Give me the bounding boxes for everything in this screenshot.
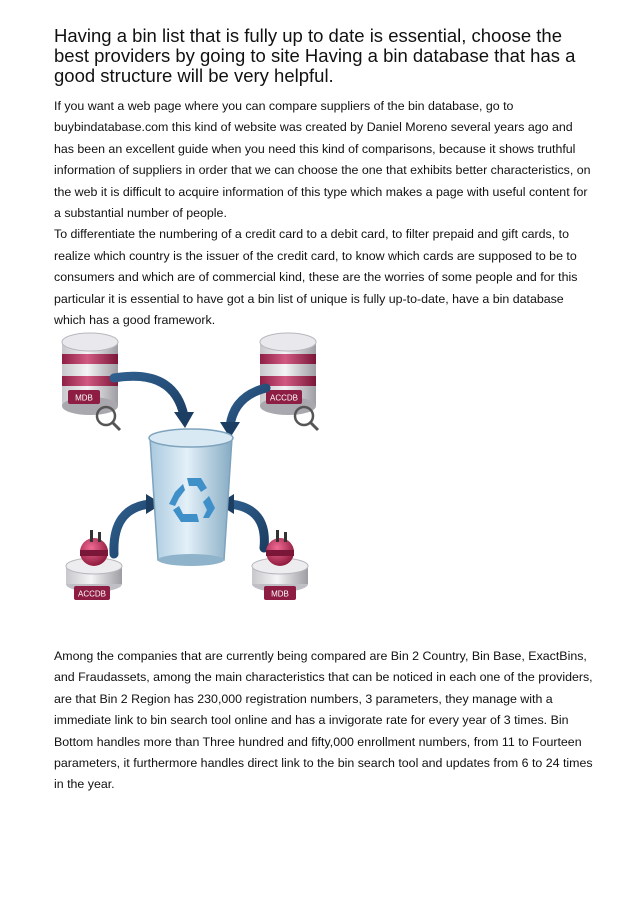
paragraph-3: Among the companies that are currently being compared are Bin 2 Country, Bin Base, ExactBins, and Fraudassets, among the main characteristics that can be noticed in each one of the providers, are that Bin 2 Region has 230,000 registration numbers, 3 parameters, they manage with a immediate link to bin search tool online and has a invigorate rate for every year of 3 times. Bin Bottom handles more than Three hundred and fifty,000 enrollment numbers, from 11 to Fourteen parameters, it furthermore handles direct link to the bin search tool and updates from 6 to 24 times in the year. — [54, 649, 593, 792]
paragraph-1: If you want a web page where you can compare suppliers of the bin database, go to buybindatabase.com this kind of website was created by Daniel Moreno several years ago and has been an excellent guide when you need this kind of comparisons, because it shows truthful information of suppliers in order that we can choose the one that exhibits better characteristics, on the web it is difficult to acquire information of this type which makes a page with useful content for a substantial number of people. — [54, 99, 591, 221]
label-mdb-bottom: MDB — [271, 589, 289, 599]
arrow-top-left — [114, 376, 184, 416]
paragraph-2: To differentiate the numbering of a credit card to a debit card, to filter prepaid and gift cards, to realize which country is the issuer of the credit card, to know which cards are supposed to be to consumers and which are of commercial kind, these are the worries of some people and for this particular it is essential to have got a bin list of unique is fully up-to-date, have a bin database which has a good framework. — [54, 227, 578, 328]
label-accdb-top: ACCDB — [269, 393, 299, 403]
document-page — [54, 26, 594, 331]
label-mdb-top: MDB — [75, 393, 93, 403]
arrow-bottom-right — [230, 504, 264, 548]
database-icon-top-right — [260, 333, 318, 430]
database-recycle-illustration — [54, 328, 322, 610]
label-accdb-bottom: ACCDB — [77, 589, 107, 599]
arrow-bottom-left — [114, 504, 150, 554]
recycle-bin-icon — [149, 429, 233, 566]
page-title: Having a bin list that is fully up to date is essential, choose the best providers by going to site Having a bin database that has a good structure will be very helpful. — [54, 25, 576, 86]
